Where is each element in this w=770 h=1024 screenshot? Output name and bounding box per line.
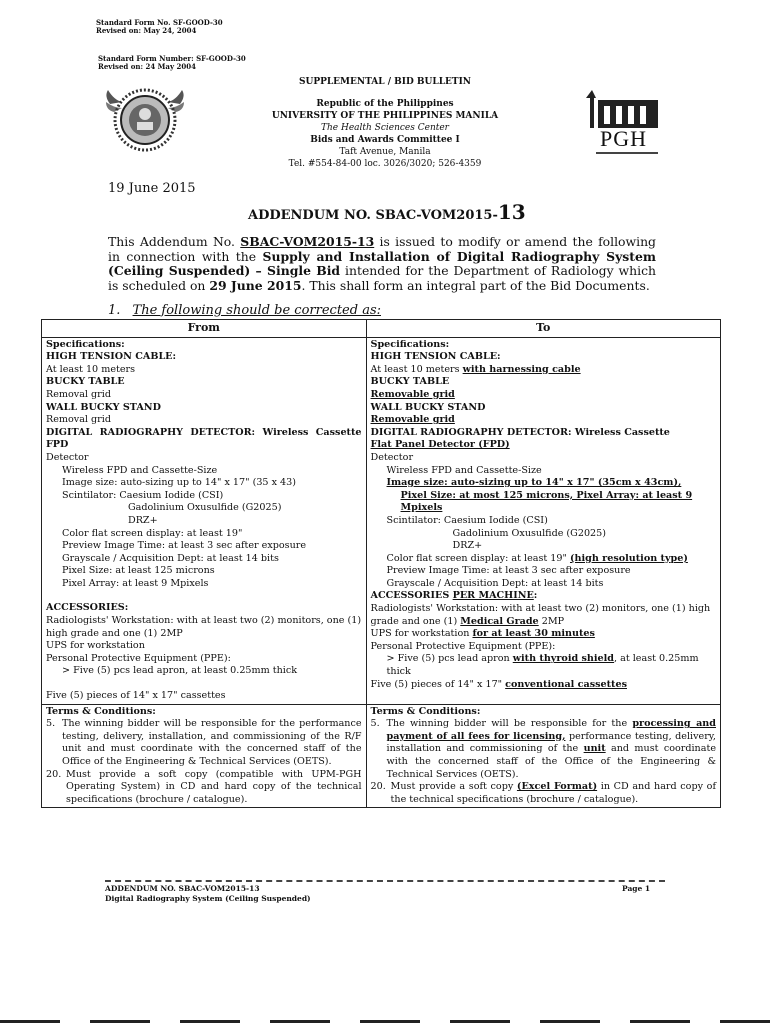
to-preview-time: Preview Image Time: at least 3 sec after exposure	[386, 565, 631, 577]
to-term-5	[371, 718, 716, 781]
from-detector-label: DIGITAL RADIOGRAPHY DETECTOR: Wireless Cassette FPD	[46, 426, 362, 451]
tel-line: Tel. #554-84-00 loc. 3026/3020; 526-4359	[288, 159, 482, 169]
footer-divider	[105, 880, 665, 882]
intro-text-3: intended for the Department of Radiology which is scheduled on	[108, 263, 656, 293]
to-workstation	[371, 603, 716, 628]
from-terms-cell	[42, 704, 367, 808]
from-wireless-fpd: Wireless FPD and Cassette-Size	[62, 464, 218, 476]
from-htc-label: HIGH TENSION CABLE:	[46, 351, 177, 363]
from-wall-stand-grid: Removal grid	[46, 414, 111, 426]
to-term-5-number: 5.	[370, 718, 380, 730]
form-reference-top	[96, 19, 223, 35]
to-detector-text: Detector	[370, 451, 414, 463]
to-term-20-addition: (Excel Format)	[516, 781, 598, 793]
university-line: UNIVERSITY OF THE PHILIPPINES MANILA	[271, 111, 499, 121]
from-drz: DRZ+	[128, 514, 158, 526]
section-title: The following should be corrected as:	[132, 303, 381, 318]
footer-page-number: Page 1	[622, 884, 651, 893]
from-term-20	[46, 769, 362, 807]
from-terms-label: Terms & Conditions:	[46, 705, 156, 717]
to-htc-value-text: At least 10 meters	[370, 363, 463, 375]
to-workstation-text: Radiologists' Workstation: with at least two (2) monitors, one (1) high grade and one (1)	[370, 603, 711, 627]
addendum-title	[248, 200, 526, 224]
to-terms-cell	[366, 704, 720, 808]
to-cassettes	[371, 679, 716, 692]
to-workstation-addition: Medical Grade	[460, 615, 539, 627]
pgh-logo	[582, 84, 660, 168]
to-term-20-text-end: in CD and hard copy of the technical specifications (brochure / catalogue).	[390, 781, 716, 805]
to-htc-value	[371, 364, 716, 377]
to-color-display-text: Color flat screen display: at least 19"	[386, 552, 570, 564]
to-accessories-colon: :	[533, 590, 538, 602]
to-cassettes-addition: conventional cassettes	[505, 678, 627, 690]
to-accessories-text: ACCESSORIES	[370, 590, 453, 602]
from-term-20-number: 20.	[46, 768, 62, 780]
from-color-display: Color flat screen display: at least 19"	[62, 527, 243, 539]
to-term-20-number: 20.	[370, 781, 386, 793]
to-image-size: Image size: auto-sizing up to 14" x 17" (35cm x 43cm),	[386, 477, 682, 489]
form-number-line: Standard Form No. SF-GOOD-30	[96, 18, 223, 27]
to-term-5-unit: unit	[583, 743, 606, 755]
to-drz: DRZ+	[452, 540, 483, 552]
form-revision-line: Revised on: May 24, 2004	[96, 26, 197, 35]
to-workstation-text-end: 2MP	[538, 615, 565, 627]
from-preview-time: Preview Image Time: at least 3 sec after exposure	[62, 540, 307, 552]
addendum-title-number: 13	[497, 200, 526, 224]
correction-table	[41, 319, 721, 808]
terms-row	[42, 704, 721, 808]
from-grayscale: Grayscale / Acquisition Dept: at least 14 bits	[62, 552, 279, 564]
to-grayscale: Grayscale / Acquisition Dept: at least 14 bits	[386, 577, 604, 589]
to-specifications-cell	[366, 337, 720, 704]
from-pixel-array: Pixel Array: at least 9 Mpixels	[62, 577, 209, 589]
from-bucky-table-label: BUCKY TABLE	[46, 376, 125, 388]
intro-text-2: is issued to modify or amend the following in connection with the	[108, 234, 656, 264]
form-revision-line-2: Revised on: 24 May 2004	[98, 62, 196, 71]
to-wall-stand-label: WALL BUCKY STAND	[370, 401, 486, 413]
intro-text-1: This Addendum No.	[108, 234, 241, 249]
to-column-header: To	[366, 320, 720, 338]
from-column-header: From	[42, 320, 367, 338]
from-ups: UPS for workstation	[46, 640, 145, 652]
from-cassettes: Five (5) pieces of 14" x 17" cassettes	[46, 690, 226, 702]
schedule-date: 29 June 2015	[209, 277, 302, 293]
intro-paragraph	[108, 235, 656, 293]
from-image-size: Image size: auto-sizing up to 14" x 17" (35 x 43)	[62, 477, 296, 489]
pgh-logo-text: PGH	[600, 126, 648, 151]
from-ppe-label: Personal Protective Equipment (PPE):	[46, 652, 231, 664]
from-bucky-table-grid: Removal grid	[46, 388, 111, 400]
from-term-5-text: The winning bidder will be responsible for the performance testing, delivery, installation, and commissioning of the R/F unit and must coordinate with the concerned staff of the Office of the Engineering & Technical Services (OETS).	[62, 718, 362, 767]
to-term-20-text: Must provide a soft copy	[390, 781, 517, 793]
to-ups-text: UPS for workstation	[370, 628, 473, 640]
to-accessories-addition: PER MACHINE	[452, 590, 534, 602]
to-term-5-addition: processing and payment of all fees for licensing,	[386, 718, 716, 742]
to-spec-label: Specifications:	[370, 338, 450, 350]
form-reference	[98, 55, 246, 71]
to-color-display	[371, 553, 716, 566]
from-scintilator: Scintilator: Caesium Iodide (CSI)	[62, 489, 224, 501]
to-term-5-text-end: and must coordinate with the concerned staff of the Office of the Engineering & Technical Services (OETS).	[386, 743, 716, 780]
to-terms-label: Terms & Conditions:	[370, 705, 481, 717]
to-wireless-fpd: Wireless FPD and Cassette-Size	[386, 464, 542, 476]
to-fpd-label: Flat Panel Detector (FPD)	[370, 439, 510, 451]
to-term-20	[371, 781, 716, 806]
from-htc-value: At least 10 meters	[46, 363, 136, 375]
to-accessories-label	[371, 590, 716, 603]
project-name: Supply and Installation of Digital Radiography System (Ceiling Suspended) – Single Bid	[108, 248, 656, 278]
to-gadolinium: Gadolinium Oxusulfide (G2025)	[452, 527, 606, 539]
center-line: The Health Sciences Center	[321, 123, 449, 133]
addendum-title-prefix: ADDENDUM NO. SBAC-VOM2015-	[248, 208, 498, 223]
footer-project-name: Digital Radiography System (Ceiling Suspended)	[105, 894, 311, 903]
to-bucky-table-grid: Removable grid	[370, 388, 455, 400]
to-lead-apron-addition: with thyroid shield	[512, 653, 614, 665]
up-seal-logo	[104, 82, 186, 156]
form-number-line-2: Standard Form Number: SF-GOOD-30	[98, 54, 246, 63]
bulletin-title: SUPPLEMENTAL / BID BULLETIN	[298, 77, 472, 87]
to-ups-addition: for at least 30 minutes	[472, 628, 595, 640]
scan-edge-marks	[0, 1020, 770, 1023]
from-detector-text: Detector	[46, 451, 89, 463]
to-term-5-text-mid: performance testing, delivery, installation and commissioning of the	[386, 730, 716, 755]
section-heading	[108, 303, 381, 318]
document-date: 19 June 2015	[108, 181, 196, 196]
to-ups	[371, 628, 716, 641]
to-htc-label: HIGH TENSION CABLE:	[370, 351, 501, 363]
from-wall-stand-label: WALL BUCKY STAND	[46, 401, 161, 413]
to-wall-stand-grid: Removable grid	[370, 414, 455, 426]
from-term-20-text: Must provide a soft copy (compatible with UPM-PGH Operating System) in CD and hard copy of the technical specifications (brochure / catalogue).	[66, 768, 362, 805]
specifications-row	[42, 337, 721, 704]
to-color-addition: (high resolution type)	[569, 552, 688, 564]
republic-line: Republic of the Philippines	[316, 99, 454, 109]
from-lead-apron: > Five (5) pcs lead apron, at least 0.25mm thick	[62, 665, 298, 677]
table-header-row	[42, 320, 721, 338]
to-term-5-text: The winning bidder will be responsible for the	[386, 718, 633, 730]
to-pixel-size-array: Pixel Size: at most 125 microns, Pixel Array: at least 9 Mpixels	[400, 489, 693, 514]
to-lead-apron	[371, 653, 716, 678]
from-accessories-label: ACCESSORIES:	[46, 602, 129, 614]
committee-line: Bids and Awards Committee I	[310, 135, 460, 145]
section-number: 1.	[108, 303, 121, 318]
footer-left	[105, 884, 311, 904]
footer-addendum-number: ADDENDUM NO. SBAC-VOM2015-13	[105, 884, 260, 893]
to-bucky-table-label: BUCKY TABLE	[370, 376, 450, 388]
from-term-5	[46, 718, 362, 768]
from-gadolinium: Gadolinium Oxusulfide (G2025)	[128, 502, 282, 514]
to-lead-apron-text: > Five (5) pcs lead apron	[386, 653, 513, 665]
to-cassettes-text: Five (5) pieces of 14" x 17"	[370, 678, 506, 690]
from-workstation: Radiologists' Workstation: with at least two (2) monitors, one (1) high grade and one (1) 2MP	[46, 615, 362, 639]
address-line: Taft Avenue, Manila	[339, 147, 431, 157]
from-term-5-number: 5.	[46, 718, 56, 730]
addendum-reference: SBAC-VOM2015-13	[240, 234, 375, 249]
to-detector-label: DIGITAL RADIOGRAPHY DETECTOR: Wireless Cassette	[370, 426, 670, 438]
to-ppe-label: Personal Protective Equipment (PPE):	[370, 640, 556, 652]
from-pixel-size: Pixel Size: at least 125 microns	[62, 565, 215, 577]
to-lead-apron-text-end: , at least 0.25mm thick	[386, 653, 699, 678]
from-spec-label: Specifications:	[46, 338, 125, 350]
to-htc-addition: with harnessing cable	[462, 363, 581, 375]
to-scintilator: Scintilator: Caesium Iodide (CSI)	[386, 514, 548, 526]
intro-text-4: . This shall form an integral part of the Bid Documents.	[301, 277, 650, 293]
letterhead	[250, 76, 520, 170]
from-specifications-cell	[42, 337, 367, 704]
